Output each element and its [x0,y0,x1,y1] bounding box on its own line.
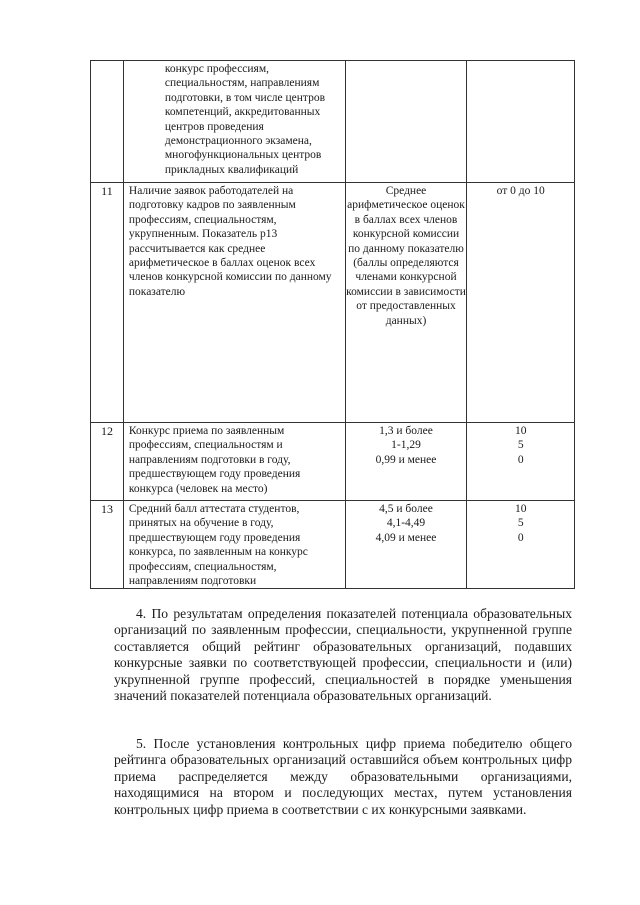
score-value: 10 [514,503,527,515]
row-number: 13 [100,502,113,516]
paragraph-text: После установления контрольных цифр приема победителю общего рейтинга образовательных организаций оставшийся объем контрольных цифр приема распределяется между образовательными организациями, находящимися на втором и последующих местах, путем установления контрольных цифр приема в соответствии с их конкурсными заявками. [114,736,572,817]
description-cell [123,61,345,183]
paragraph-number: 5. [136,736,147,751]
threshold-value: 4,5 и более [379,503,433,515]
method-cell [345,423,467,501]
score-value: 10 [514,425,527,437]
row-description: Средний балл аттестата студентов, принятых на обучение в году, предшествующем году проведения конкурса, по заявленным на конкурс профессиям, специальностям, направлениям подготовки [128,503,308,588]
row-description: Наличие заявок работодателей на подготовку кадров по заявленным профессиям, специальностям, укрупненным. Показатель р13 рассчитывается как среднее арифметическое в баллах оценок всех членов конкурсной комиссии по данному показателю [128,185,332,298]
paragraph-number: 4. [136,606,147,621]
criteria-table [90,60,575,589]
calculation-method: Среднее арифметическое оценок в баллах всех членов конкурсной комиссии по данному показателю (баллы определяются членами конкурсной комиссии в зависимости от предоставленных данных) [346,185,466,327]
row-number: 12 [100,424,113,438]
score-value: 0 [517,453,524,466]
description-cell [123,501,345,589]
row-description: Конкурс приема по заявленным профессиям, специальностям и направлениям подготовки в году, предшествующем году проведения конкурса (человек на место) [128,425,301,495]
threshold-value: 4,1-4,49 [386,517,426,530]
score-cell [467,501,575,589]
row-number-cell [91,423,124,501]
threshold-value: 0,99 и менее [375,453,437,466]
score-value: 5 [517,517,524,530]
threshold-value: 1-1,29 [391,439,421,452]
table-row [91,423,575,501]
paragraph-4 [114,606,572,704]
score-cell [467,61,575,183]
score-value: 0 [517,531,524,544]
score-value: 5 [517,439,524,452]
score-cell [467,423,575,501]
threshold-value: 1,3 и более [379,425,433,437]
description-cell [123,183,345,423]
method-cell [345,61,467,183]
method-cell [345,183,467,423]
score-cell [467,183,575,423]
table-row [91,183,575,423]
paragraph-text: По результатам определения показателей потенциала образовательных организаций по заявленным профессии, специальности, укрупненной группе составляется общий рейтинг образовательных организаций, подавших конкурсные заявки по соответствующей профессии, специальности и (или) укрупненной группе профессий, специальностей в порядке уменьшения значений показателей потенциала образовательных организаций. [114,606,573,704]
threshold-value: 4,09 и менее [375,531,437,544]
paragraph-5 [114,736,572,818]
row-number-cell [91,501,124,589]
description-cell [123,423,345,501]
score-range: от 0 до 10 [496,185,545,197]
row-number-cell [91,61,124,183]
row-number-cell [91,183,124,423]
row-number: 11 [101,184,113,198]
method-cell [345,501,467,589]
table-row [91,61,575,183]
table-row [91,501,575,589]
row-description: конкурс профессиям, специальностям, направлениям подготовки, в том числе центров компетенций, аккредитованных центров проведения демонстрационного экзамена, многофункциональных центров прикладных квалификаций [164,63,326,176]
